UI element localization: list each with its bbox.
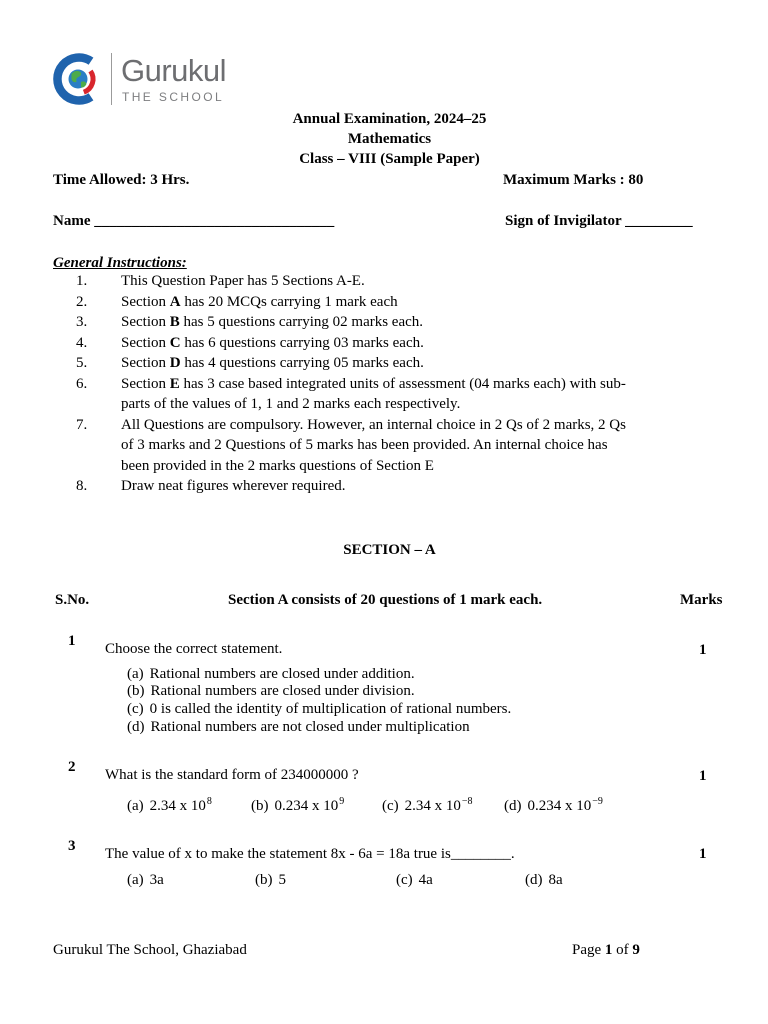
instruction-text-part: Section	[121, 293, 170, 310]
page-prefix: Page	[572, 942, 605, 958]
option-text: 5	[278, 872, 286, 888]
instruction-item	[0, 374, 640, 415]
section-letter: E	[169, 375, 180, 392]
section-letter: B	[169, 314, 180, 330]
maximum-marks: Maximum Marks : 80	[503, 172, 644, 188]
instruction-item	[0, 353, 640, 374]
option	[251, 796, 344, 816]
page-total: 9	[632, 942, 640, 958]
instruction-item	[0, 476, 640, 497]
option	[525, 870, 563, 890]
instruction-text-part: Section	[121, 375, 170, 392]
question-text: Choose the correct statement.	[105, 641, 283, 657]
option-text: 4a	[418, 872, 433, 888]
option-base: 2.34 x 10	[404, 798, 461, 814]
instruction-text-part: Section	[121, 334, 170, 351]
option	[382, 796, 473, 816]
instruction-text	[121, 292, 635, 313]
time-allowed: Time Allowed: 3 Hrs.	[53, 172, 190, 188]
instruction-text-part: This Question Paper has 5 Sections A-E.	[121, 273, 365, 289]
instruction-text	[121, 271, 635, 292]
option-text: Rational numbers are not closed under multiplication	[150, 718, 470, 735]
question-number: 3	[68, 838, 76, 854]
school-logo-emblem-icon	[52, 51, 106, 109]
page-number	[572, 940, 640, 960]
option-text: Rational numbers are closed under addition.	[149, 665, 415, 682]
option-text: 0 is called the identity of multiplication of rational numbers.	[149, 700, 512, 717]
page-current: 1	[604, 942, 613, 958]
page-separator: of	[612, 942, 633, 958]
option-exponent: −8	[461, 796, 473, 807]
instruction-text-part: Draw neat figures wherever required.	[121, 478, 346, 494]
option-base: 0.234 x 10	[527, 798, 592, 814]
exam-title: Annual Examination, 2024–25	[292, 111, 487, 127]
instruction-text-part: All Questions are compulsory. However, an internal choice in 2 Qs of 2 marks, 2 Qs of 3 marks and 2 Questions of 5 marks has been provided. An internal choice has been provided in the 2 marks questions of Section E	[121, 416, 626, 474]
instruction-text-part: has 4 questions carrying 05 marks each.	[180, 355, 424, 371]
option	[504, 796, 603, 816]
instruction-text-part: Section	[121, 355, 170, 371]
logo-divider	[111, 53, 112, 105]
name-line: Name ________________________________	[53, 213, 335, 229]
invigilator-sign-line: Sign of Invigilator _________	[505, 213, 693, 229]
option	[127, 683, 511, 701]
question-number: 1	[68, 633, 76, 649]
instruction-text	[121, 374, 635, 415]
instruction-text-part: has 3 case based integrated units of assessment (04 marks each) with sub-parts of the values of 1, 1 and 2 marks each respectively.	[121, 375, 626, 412]
instruction-item	[0, 333, 640, 354]
option-text: 8a	[548, 872, 563, 888]
instruction-item	[0, 271, 640, 292]
instruction-number: 4.	[76, 334, 88, 351]
instruction-number: 1.	[76, 273, 88, 289]
option	[127, 719, 511, 737]
instruction-text	[121, 353, 635, 374]
option-label: (b)	[255, 872, 273, 888]
instruction-text	[121, 333, 635, 354]
option	[255, 870, 286, 890]
instruction-text	[121, 415, 635, 477]
instruction-text-part: has 5 questions carrying 02 marks each.	[179, 314, 424, 330]
section-letter: C	[169, 334, 181, 351]
option-label: (a)	[127, 872, 144, 888]
instruction-number: 6.	[76, 375, 88, 392]
instruction-number: 5.	[76, 355, 88, 371]
logo-tagline: THE SCHOOL	[122, 90, 225, 104]
section-letter: A	[169, 293, 181, 310]
instructions-list	[0, 271, 640, 497]
general-instructions-title: General Instructions:	[53, 255, 187, 271]
instruction-number: 2.	[76, 293, 88, 310]
option-text: 3a	[149, 872, 164, 888]
instruction-number: 3.	[76, 314, 88, 330]
instruction-number: 8.	[76, 478, 88, 494]
option-base: 0.234 x 10	[274, 798, 339, 814]
option	[396, 870, 433, 890]
subject-title: Mathematics	[347, 131, 432, 147]
option-exponent: 9	[339, 796, 345, 807]
instruction-text-part: has 6 questions carrying 03 marks each.	[180, 334, 424, 351]
instruction-text-part: Section	[121, 314, 170, 330]
question-marks: 1	[699, 768, 707, 784]
question-number: 2	[68, 759, 76, 775]
question-marks: 1	[699, 642, 707, 658]
instruction-item	[0, 415, 640, 477]
option-label: (a)	[127, 665, 144, 682]
option-exponent: −9	[592, 796, 603, 807]
section-title: SECTION – A	[343, 542, 436, 558]
question-text: What is the standard form of 234000000 ?	[105, 767, 359, 783]
instruction-text	[121, 476, 635, 497]
logo-name: Gurukul	[121, 53, 227, 88]
option-exponent: 8	[206, 796, 212, 807]
option-label: (a)	[127, 798, 144, 814]
instruction-text-part: has 20 MCQs carrying 1 mark each	[180, 293, 398, 310]
option-label: (b)	[127, 683, 145, 700]
section-description: Section A consists of 20 questions of 1 mark each.	[228, 592, 543, 608]
option-list	[127, 666, 511, 737]
column-header-marks: Marks	[680, 592, 723, 608]
option-label: (b)	[251, 798, 269, 814]
option	[127, 796, 212, 816]
instruction-item	[0, 312, 640, 333]
option-label: (c)	[127, 700, 144, 717]
footer-school: Gurukul The School, Ghaziabad	[53, 942, 247, 958]
class-title: Class – VIII (Sample Paper)	[299, 151, 480, 167]
option	[127, 701, 511, 719]
option-label: (d)	[127, 718, 145, 735]
option-text: Rational numbers are closed under division.	[150, 683, 415, 700]
option-base: 2.34 x 10	[149, 798, 206, 814]
section-letter: D	[169, 355, 181, 371]
instruction-number: 7.	[76, 416, 88, 433]
column-header-sno: S.No.	[55, 592, 90, 608]
instruction-text	[121, 312, 635, 333]
option-label: (d)	[504, 798, 522, 814]
option-label: (c)	[396, 872, 413, 888]
option-label: (d)	[525, 872, 543, 888]
question-marks: 1	[699, 846, 707, 862]
question-text: The value of x to make the statement 8x - 6a = 18a true is________.	[105, 846, 515, 862]
instruction-item	[0, 292, 640, 313]
option	[127, 666, 511, 684]
option-label: (c)	[382, 798, 399, 814]
option	[127, 870, 164, 890]
